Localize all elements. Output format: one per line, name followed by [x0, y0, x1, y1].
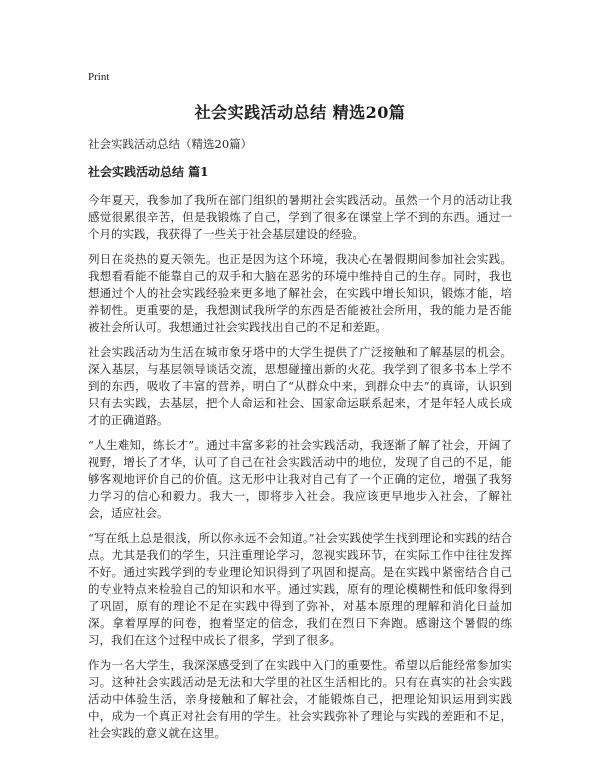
document-title: 社会实践活动总结 精选20篇 [194, 103, 406, 122]
paragraph-2: 列日在炎热的夏天领先。也正是因为这个环境，我决心在暑假期间参加社会实践。我想看看能不能靠自己的双手和大脑在恶劣的环境中维持自己的生存。同时，我也想通过个人的社会实践经验来更多地了解社会，在实践中增长知识，锻炼才能，培养韧性。更重要的是，我想测试我所学的东西是否能被社会所用，我的能力是否能被社会所认可。我想通过社会实践找出自己的不足和差距。 [88, 252, 512, 334]
print-label: Print [88, 71, 110, 83]
paragraph-3: 社会实践活动为生活在城市象牙塔中的大学生提供了广泛接触和了解基层的机会。深入基层，与基层领导谈话交流，思想碰撞出新的火花。我学到了很多书本上学不到的东西，吸收了丰富的营养，明白了“从群众中来，到群众中去”的真谛，认识到只有去实践，去基层，把个人命运和社会、国家命运联系起来，才是年轻人成长成才的正确道路。 [88, 345, 512, 427]
document-subtitle: 社会实践活动总结（精选20篇） [88, 137, 253, 151]
section-heading: 社会实践活动总结 篇1 [88, 165, 209, 179]
paragraph-1: 今年夏天，我参加了我所在部门组织的暑期社会实践活动。虽然一个月的活动让我感觉很累很辛苦，但是我锻炼了自己，学到了很多在课堂上学不到的东西。通过一个月的实践，我获得了一些关于社会基层建设的经验。 [88, 193, 512, 241]
paragraph-5: “写在纸上总是很浅，所以你永远不会知道。”社会实践使学生找到理论和实践的结合点。尤其是我们的学生，只注重理论学习，忽视实践环节，在实际工作中往往发挥不好。通过实践学到的专业理论知识得到了巩固和提高。是在实践中紧密结合自己的专业特点来检验自己的知识和水平。通过实践，原有的理论模糊性和低印象得到了巩固，原有的理论不足在实践中得到了弥补，对基本原理的理解和消化日益加深。拿着厚厚的问卷，抱着坚定的信念，我们在烈日下奔跑。感谢这个暑假的练习，我们在这个过程中成长了很多，学到了很多。 [88, 531, 512, 647]
paragraph-6: 作为一名大学生，我深深感受到了在实践中入门的重要性。希望以后能经常参加实习。这种社会实践活动是无法和大学里的社区生活相比的。只有在真实的社会实践活动中体验生活，亲身接触和了解社会，才能锻炼自己，把理论知识运用到实践中，成为一个真正对社会有用的学生。社会实践弥补了理论与实践的差距和不足，社会实践的意义就在这里。 [88, 658, 512, 740]
paragraph-4: “人生难知，练长才”。通过丰富多彩的社会实践活动，我逐渐了解了社会，开阔了视野，增长了才华，认可了自己在社会实践活动中的地位，发现了自己的不足，能够客观地评价自己的价值。这无形中让我对自己有了一个正确的定位，增强了我努力学习的信心和毅力。我大一，即将步入社会。我应该更早地步入社会，了解社会，适应社会。 [88, 438, 512, 520]
